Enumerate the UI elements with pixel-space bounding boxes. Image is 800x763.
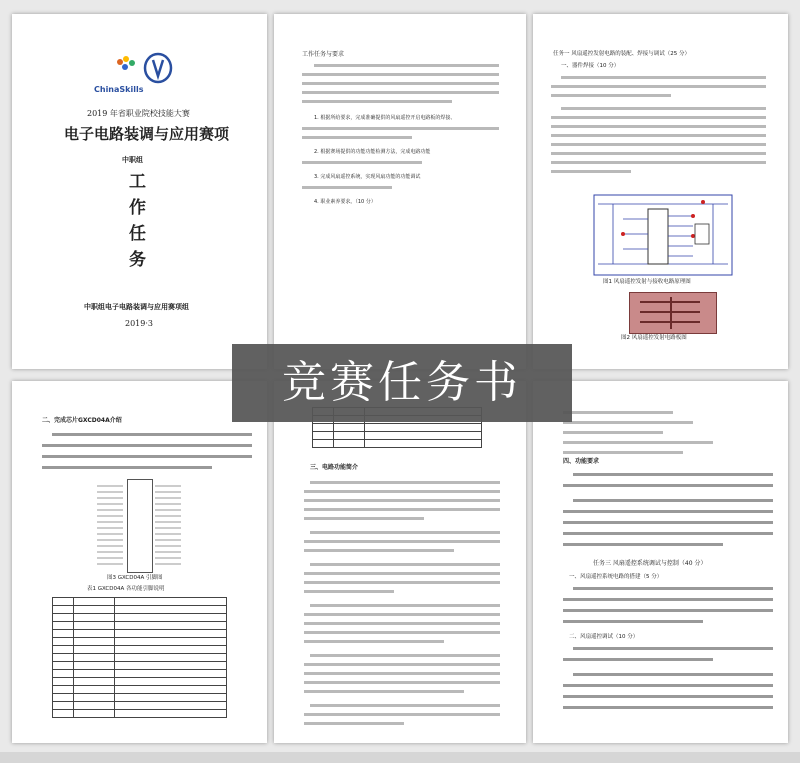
text-line [304, 713, 500, 716]
vertical-title-2: 作 [129, 198, 146, 218]
text-line [304, 722, 404, 725]
text-line [573, 673, 773, 676]
pin-labels-left [97, 485, 123, 567]
page2-item-1: 1. 根据所给要求，完成准确提供的风扇遥控开启电路板的焊接、 [314, 115, 456, 121]
text-line [304, 640, 444, 643]
text-line [563, 543, 723, 546]
text-line [573, 473, 773, 476]
text-line [563, 684, 773, 687]
text-line [302, 100, 452, 103]
vertical-title-3: 任 [129, 224, 146, 244]
page2-item-4: 4. 职业素养要求。（10 分） [314, 199, 376, 205]
circuit-function-page [274, 381, 526, 743]
text-line [304, 631, 500, 634]
text-line [551, 143, 766, 146]
text-line [561, 76, 766, 79]
bottom-strip [0, 752, 800, 763]
text-line [302, 73, 499, 76]
text-line [302, 136, 412, 139]
text-line [304, 517, 424, 520]
text-line [563, 695, 773, 698]
text-line [551, 94, 671, 97]
ic-pinout [127, 479, 153, 573]
page6-sub2: 二、风扇遥控调试（10 分） [569, 634, 639, 640]
task-one-page [533, 14, 788, 369]
text-line [304, 540, 500, 543]
text-line [304, 572, 500, 575]
text-line [302, 91, 499, 94]
text-line [551, 152, 766, 155]
text-line [551, 161, 766, 164]
text-line [551, 134, 766, 137]
text-line [563, 421, 693, 424]
text-line [563, 598, 773, 601]
page6-heading: 四、功能要求 [563, 458, 600, 465]
text-line [573, 587, 773, 590]
text-line [42, 466, 212, 469]
text-line [563, 441, 713, 444]
text-line [302, 186, 392, 189]
text-line [310, 604, 500, 607]
page3-sub1: 一、器件焊接（10 分） [561, 63, 620, 69]
page2-item-3: 3. 完成风扇遥控系统，实现风扇功能的功能调试 [314, 174, 421, 180]
text-line [302, 161, 422, 164]
text-line [310, 654, 500, 657]
text-line [561, 107, 766, 110]
text-line [310, 531, 500, 534]
text-line [302, 82, 499, 85]
chip-intro-page [12, 381, 267, 743]
pcb-board [629, 292, 717, 334]
text-line [304, 690, 464, 693]
text-line [304, 490, 500, 493]
text-line [42, 444, 252, 447]
page3-caption1: 图1 风扇遥控发射与接收电路原理图 [603, 279, 691, 285]
page3-caption2: 图2 风扇遥控发射电路板图 [621, 335, 687, 341]
pin-table [52, 597, 227, 718]
logo-text: ChinaSkills [94, 85, 144, 94]
cover-title: 电子电路装调与应用赛项 [64, 125, 230, 143]
text-line [310, 563, 500, 566]
text-line [304, 681, 500, 684]
text-line [551, 170, 631, 173]
text-line [573, 647, 773, 650]
contest-line: 2019 年省职业院校技能大赛 [87, 109, 190, 118]
text-line [573, 499, 773, 502]
page4-table-caption: 表1 GXCD04A 各功能引脚说明 [87, 586, 165, 592]
page6-sub1: 一、风扇遥控系统电路的搭建（5 分） [569, 574, 663, 580]
text-line [304, 499, 500, 502]
text-line [304, 613, 500, 616]
text-line [563, 521, 773, 524]
cover-org: 中职组电子电路装调与应用赛项组 [84, 303, 189, 311]
text-line [304, 663, 500, 666]
function-requirements-page [533, 381, 788, 743]
text-line [310, 704, 500, 707]
text-line [563, 706, 773, 709]
page2-heading: 工作任务与要求 [302, 51, 345, 58]
text-line [563, 658, 713, 661]
page4-caption: 图3 GXCD04A 引脚图 [107, 575, 163, 581]
text-line [563, 620, 703, 623]
badge: 中职组 [122, 156, 143, 164]
text-line [304, 672, 500, 675]
overlay-banner: 竞赛任务书 [232, 344, 572, 422]
page4-heading: 二、完成芯片GXCD04A介绍 [42, 417, 122, 424]
text-line [302, 127, 499, 130]
cover-date: 2019·3 [125, 319, 153, 328]
text-line [52, 433, 252, 436]
schematic-diagram [593, 194, 733, 276]
page2-item-2: 2. 根据赛场提供的功能功能检测方法，完成电路功能 [314, 149, 431, 155]
text-line [563, 411, 673, 414]
text-line [551, 125, 766, 128]
text-line [304, 508, 500, 511]
text-line [551, 116, 766, 119]
text-line [42, 455, 252, 458]
page3-heading: 任务一 风扇遥控发射电路的装配、焊接与调试（25 分） [553, 51, 690, 57]
text-line [563, 451, 683, 454]
text-line [304, 549, 454, 552]
page5-heading: 三、电路功能简介 [310, 464, 359, 471]
vertical-title-1: 工 [129, 172, 146, 192]
text-line [563, 609, 773, 612]
cover-page [12, 14, 267, 369]
text-line [563, 431, 663, 434]
text-line [304, 622, 500, 625]
text-line [563, 510, 773, 513]
text-line [310, 481, 500, 484]
requirements-page [274, 14, 526, 369]
text-line [563, 532, 773, 535]
text-line [304, 590, 394, 593]
page6-task3: 任务三 风扇遥控系统调试与控制（40 分） [593, 560, 707, 567]
pin-labels-right [155, 485, 181, 567]
text-line [304, 581, 500, 584]
text-line [314, 64, 499, 67]
text-line [551, 85, 766, 88]
text-line [563, 484, 773, 487]
vertical-title-4: 务 [129, 250, 146, 270]
